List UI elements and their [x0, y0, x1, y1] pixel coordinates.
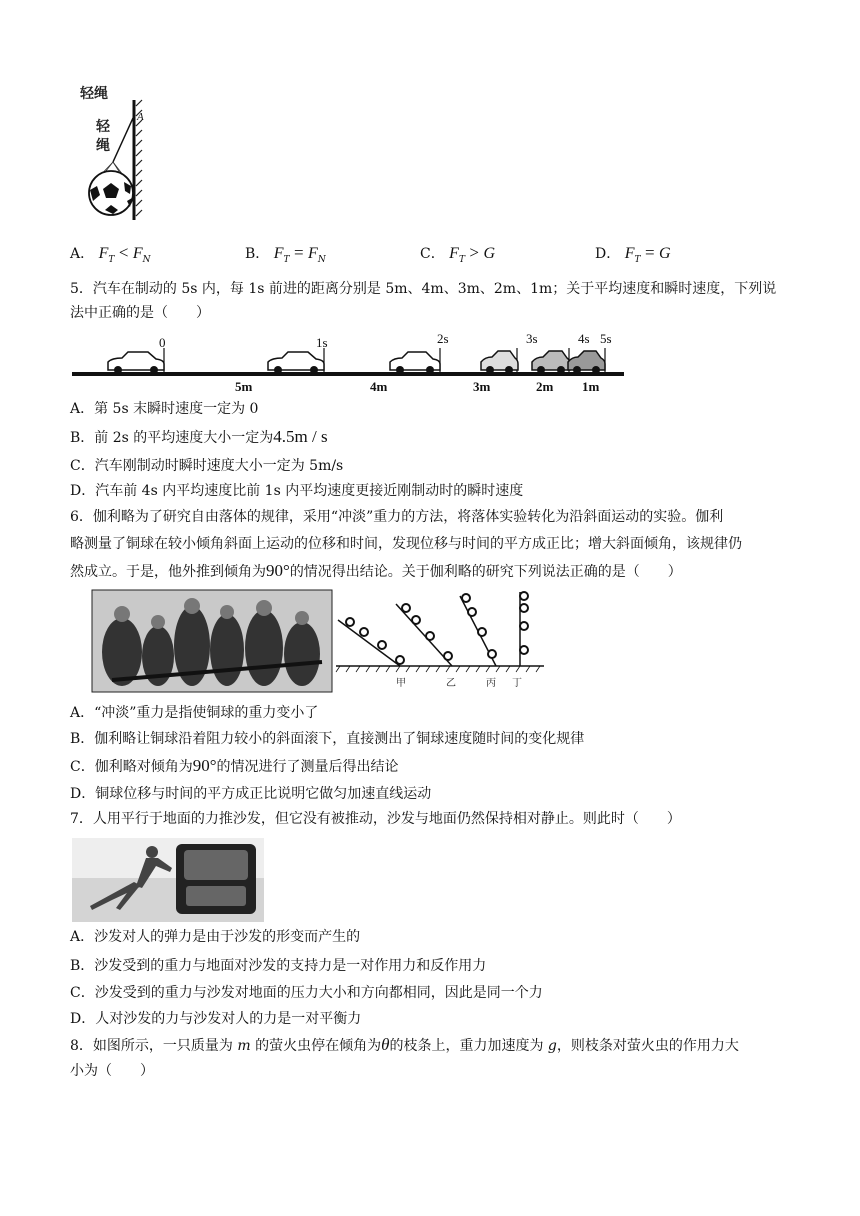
q6-option-a[interactable]: A．“冲淡”重力是指使铜球的重力变小了 — [70, 705, 319, 721]
q6-incline-diagram — [336, 590, 546, 692]
q4-option-d[interactable]: D． $F_T = G$ — [595, 243, 671, 265]
q7-option-d[interactable]: D．人对沙发的力与沙发对人的力是一对平衡力 — [70, 1011, 362, 1027]
q7-option-b[interactable]: B．沙发受到的重力与地面对沙发的支持力是一对作用力和反作用力 — [70, 958, 487, 974]
q7-option-a[interactable]: A．沙发对人的弹力是由于沙发的形变而产生的 — [70, 929, 361, 945]
q5-braking-car-figure — [72, 328, 624, 394]
q5-dist-4m: 4m — [370, 379, 388, 394]
q5-time-3s: 3s — [526, 331, 538, 346]
q5-time-1s: 1s — [316, 335, 328, 350]
q5-dist-5m: 5m — [235, 379, 253, 394]
q6-option-d[interactable]: D．铜球位移与时间的平方成正比说明它做匀加速直线运动 — [70, 786, 432, 802]
q5-option-c[interactable]: C．汽车刚制动时瞬时速度大小一定为 5m/s — [70, 458, 344, 474]
q6-stem-line1: 6．伽利略为了研究自由落体的规律，采用“冲淡”重力的方法，将落体实验转化为沿斜面运动的实验。伽利 — [70, 509, 724, 525]
q6-galileo-painting — [92, 590, 332, 692]
q5-dist-1m: 1m — [582, 379, 600, 394]
q4-option-a[interactable]: A． $F_T < F_N$ — [70, 243, 151, 265]
q4-rope-label-vertical: 轻 绳 — [96, 119, 110, 154]
q6-label-yi: 乙 — [446, 678, 456, 689]
q6-option-c[interactable]: C．伽利略对倾角为90°的情况进行了测量后得出结论 — [70, 756, 399, 775]
q6-option-b[interactable]: B．伽利略让铜球沿着阻力较小的斜面滚下，直接测出了铜球速度随时间的变化规律 — [70, 731, 585, 747]
q5-stem-line2: 法中正确的是（ ） — [70, 305, 210, 321]
q5-time-4s: 4s — [578, 331, 590, 346]
q6-stem-line2: 略测量了铜球在较小倾角斜面上运动的位移和时间，发现位移与时间的平方成正比；增大斜面倾角，该规律仍 — [70, 536, 742, 552]
q5-option-b[interactable]: B．前 2s 的平均速度大小一定为4.5m / s — [70, 427, 328, 446]
q5-option-d[interactable]: D．汽车前 4s 内平均速度比前 1s 内平均速度更接近刚制动时的瞬时速度 — [70, 483, 524, 499]
q5-time-5s: 5s — [600, 331, 612, 346]
q5-dist-3m: 3m — [473, 379, 491, 394]
q6-label-bing: 丙 — [486, 678, 496, 689]
q6-label-ding: 丁 — [512, 678, 522, 689]
q7-push-sofa-figure — [72, 838, 264, 922]
q4-rope-label: 轻绳 — [80, 86, 108, 102]
q6-stem-line3: 然成立。于是，他外推到倾角为90°的情况得出结论。关于伽利略的研究下列说法正确的是（ ） — [70, 561, 682, 580]
q8-stem-line1: 8．如图所示，一只质量为 m 的萤火虫停在倾角为θ的枝条上，重力加速度为 g，则枝条对萤火虫的作用力大 — [70, 1035, 739, 1054]
q5-time-2s: 2s — [437, 331, 449, 346]
q6-label-jia: 甲 — [396, 678, 406, 689]
q5-stem-line1: 5．汽车在制动的 5s 内，每 1s 前进的距离分别是 5m、4m、3m、2m、1m；关于平均速度和瞬时速度，下列说 — [70, 281, 777, 297]
q5-dist-2m: 2m — [536, 379, 554, 394]
q5-option-a[interactable]: A．第 5s 末瞬时速度一定为 0 — [70, 401, 259, 417]
q7-stem: 7．人用平行于地面的力推沙发，但它没有被推动，沙发与地面仍然保持相对静止。则此时（ ） — [70, 811, 681, 827]
q4-ball-wall-figure — [80, 86, 160, 223]
q8-stem-line2: 小为（ ） — [70, 1063, 154, 1079]
q4-option-c[interactable]: C． $F_T > G$ — [420, 243, 496, 265]
q4-option-b[interactable]: B． $F_T = F_N$ — [245, 243, 326, 265]
q5-time-0: 0 — [159, 335, 166, 350]
q7-option-c[interactable]: C．沙发受到的重力与沙发对地面的压力大小和方向都相同，因此是同一个力 — [70, 985, 543, 1001]
q4-point-a-label: A — [137, 111, 144, 123]
